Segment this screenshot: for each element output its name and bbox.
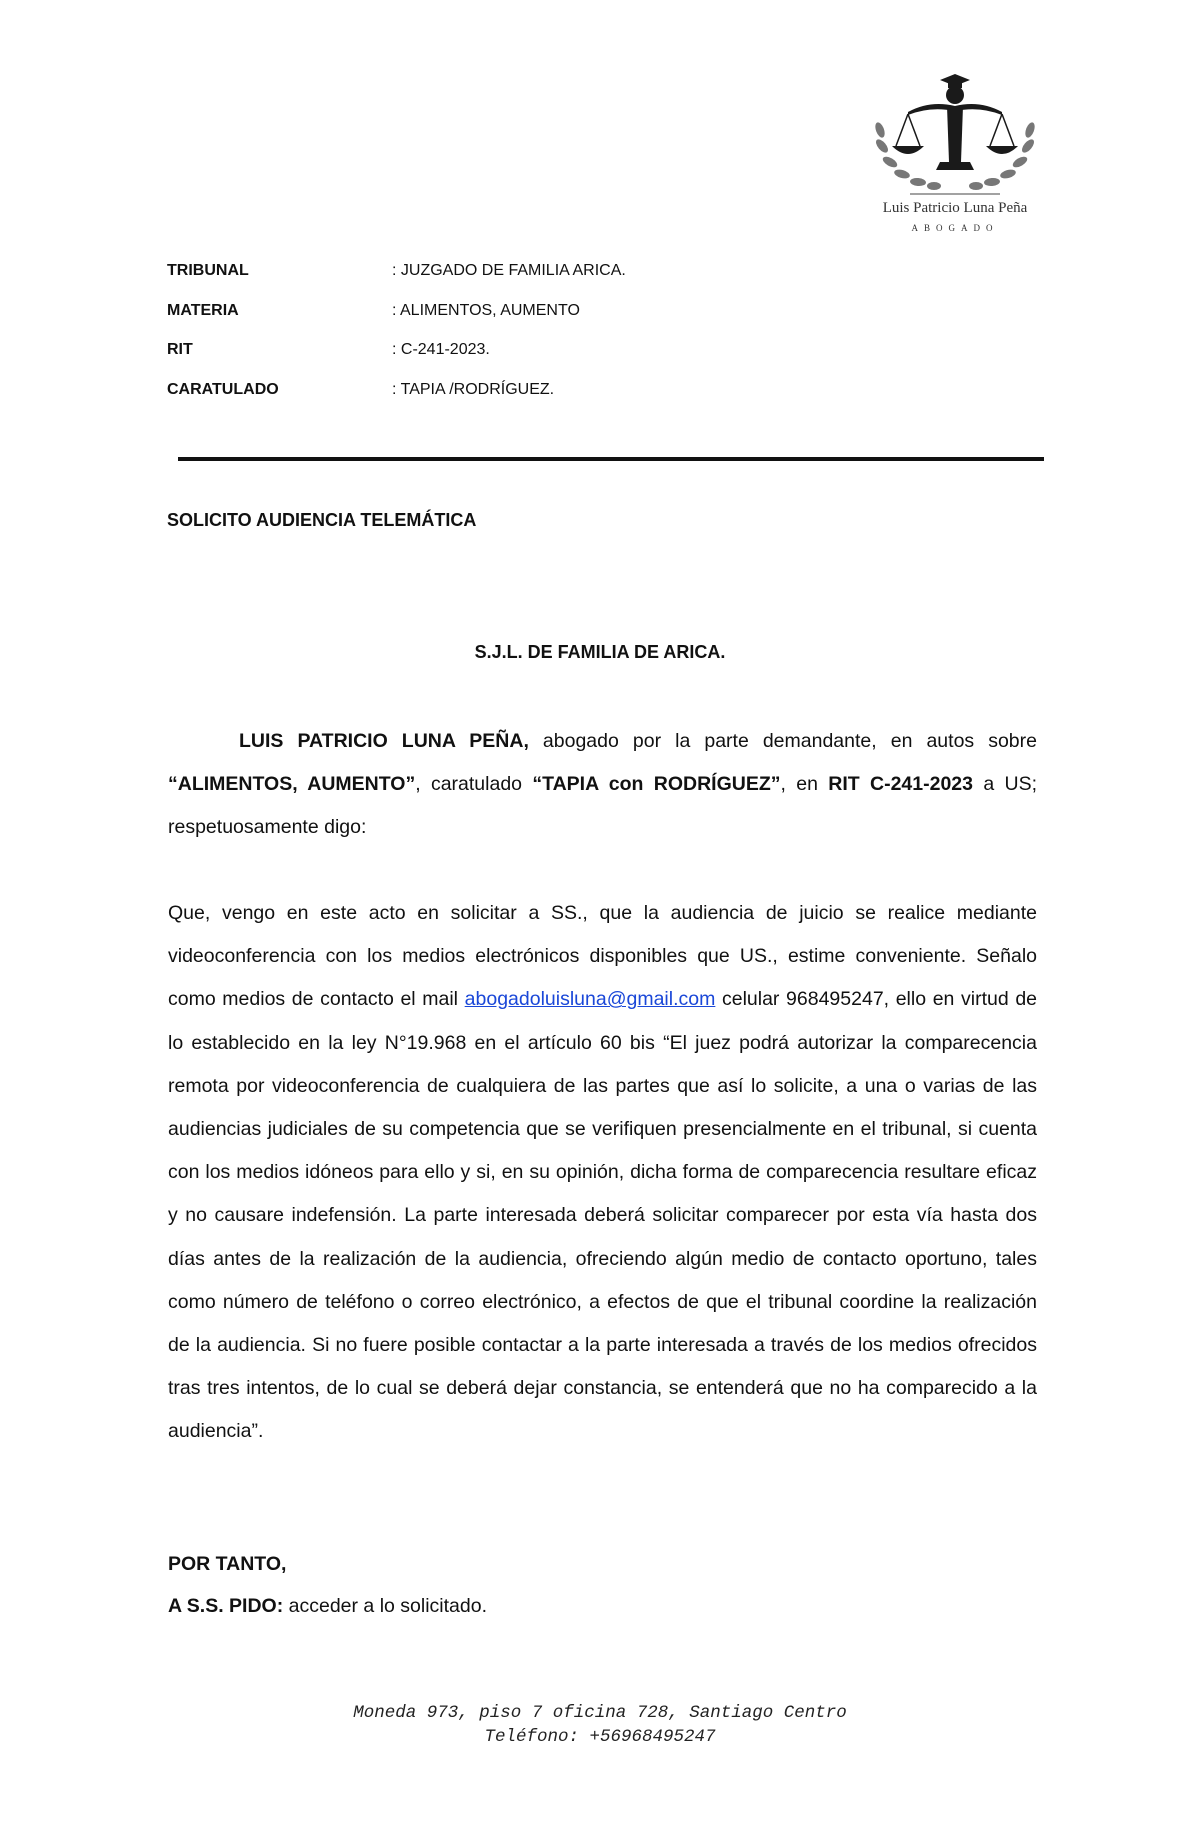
request-text-2: celular 968495247, ello en virtud de lo establecido en la ley N°19.968 en el artículo 60 bis “El juez podrá autorizar la comparecencia remota por videoconferencia de cualquiera de las partes que así lo solicite, a una o varias de las audiencias judiciales de su competencia que se verifiquen presencialmente en el tribunal, si cuenta con los medios idóneos para ello y si, en su opinión, dicha forma de comparecencia resultare eficaz y no causare indefensión. La parte interesada deberá solicitar comparecer por esta vía hasta dos días antes de la realización de la audiencia, ofreciendo algún medio de contacto oportuno, tales como número de teléfono o correo electrónico, a efectos de que el tribunal coordine la realización de la audiencia. Si no fuere posible contactar a la parte interesada a través de los medios ofrecidos tras tres intentos, de lo cual se deberá dejar constancia, se entenderá que no ha comparecido a la audiencia”. xyxy=(168,988,1038,1443)
footer-phone: Teléfono: +56968495247 xyxy=(484,1727,716,1747)
logo-name: Luis Patricio Luna Peña xyxy=(882,200,1028,216)
court-addressee: S.J.L. DE FAMILIA DE ARICA. xyxy=(474,642,726,662)
petition-text: acceder a lo solicitado. xyxy=(283,1595,487,1617)
por-tanto-label: POR TANTO, xyxy=(168,1553,287,1575)
header-key: CARATULADO xyxy=(167,380,279,398)
email-link[interactable]: abogadoluisluna@gmail.com xyxy=(464,988,716,1011)
horizontal-divider xyxy=(178,457,1044,461)
intro-text-1: abogado por la parte demandante, en autos sobre xyxy=(528,730,1037,752)
intro-paragraph xyxy=(168,720,1037,850)
lawyer-name: LUIS PATRICIO LUNA PEÑA, xyxy=(239,730,529,752)
closing-block xyxy=(168,1543,487,1627)
intro-text-3: , en xyxy=(780,773,829,796)
header-key: TRIBUNAL xyxy=(167,262,249,279)
header-value: : ALIMENTOS, AUMENTO xyxy=(392,301,580,319)
petition-label: A S.S. PIDO: xyxy=(168,1595,284,1617)
law-firm-logo xyxy=(870,70,1040,233)
header-value: : C-241-2023. xyxy=(392,341,490,358)
case-matter: “ALIMENTOS, AUMENTO” xyxy=(168,773,416,796)
page-footer xyxy=(0,1701,1200,1749)
intro-text-4: a US; respetuosamente digo: xyxy=(168,773,1037,839)
intro-text-2: , caratulado xyxy=(415,773,533,796)
por-tanto xyxy=(168,1543,487,1585)
footer-address: Moneda 973, piso 7 oficina 728, Santiago Centro xyxy=(353,1703,847,1723)
petition xyxy=(168,1585,487,1627)
header-value: : TAPIA /RODRÍGUEZ. xyxy=(392,380,555,398)
request-text-1: Que, vengo en este acto en solicitar a SS., que la audiencia de juicio se realice mediante videoconferencia con los medios electrónicos disponibles que US., estime conveniente. Señalo como medios de contacto el mail xyxy=(168,902,1037,1011)
case-rit: RIT C-241-2023 xyxy=(828,773,973,796)
header-value: : JUZGADO DE FAMILIA ARICA. xyxy=(392,262,626,279)
header-key: MATERIA xyxy=(167,301,239,319)
logo-subtitle: ABOGADO xyxy=(911,223,999,233)
request-paragraph xyxy=(168,892,1037,1454)
scales-of-justice-icon xyxy=(870,70,1040,200)
document-subject: SOLICITO AUDIENCIA TELEMÁTICA xyxy=(167,510,477,530)
header-key: RIT xyxy=(167,341,193,358)
case-caption: “TAPIA con RODRÍGUEZ” xyxy=(532,773,781,796)
